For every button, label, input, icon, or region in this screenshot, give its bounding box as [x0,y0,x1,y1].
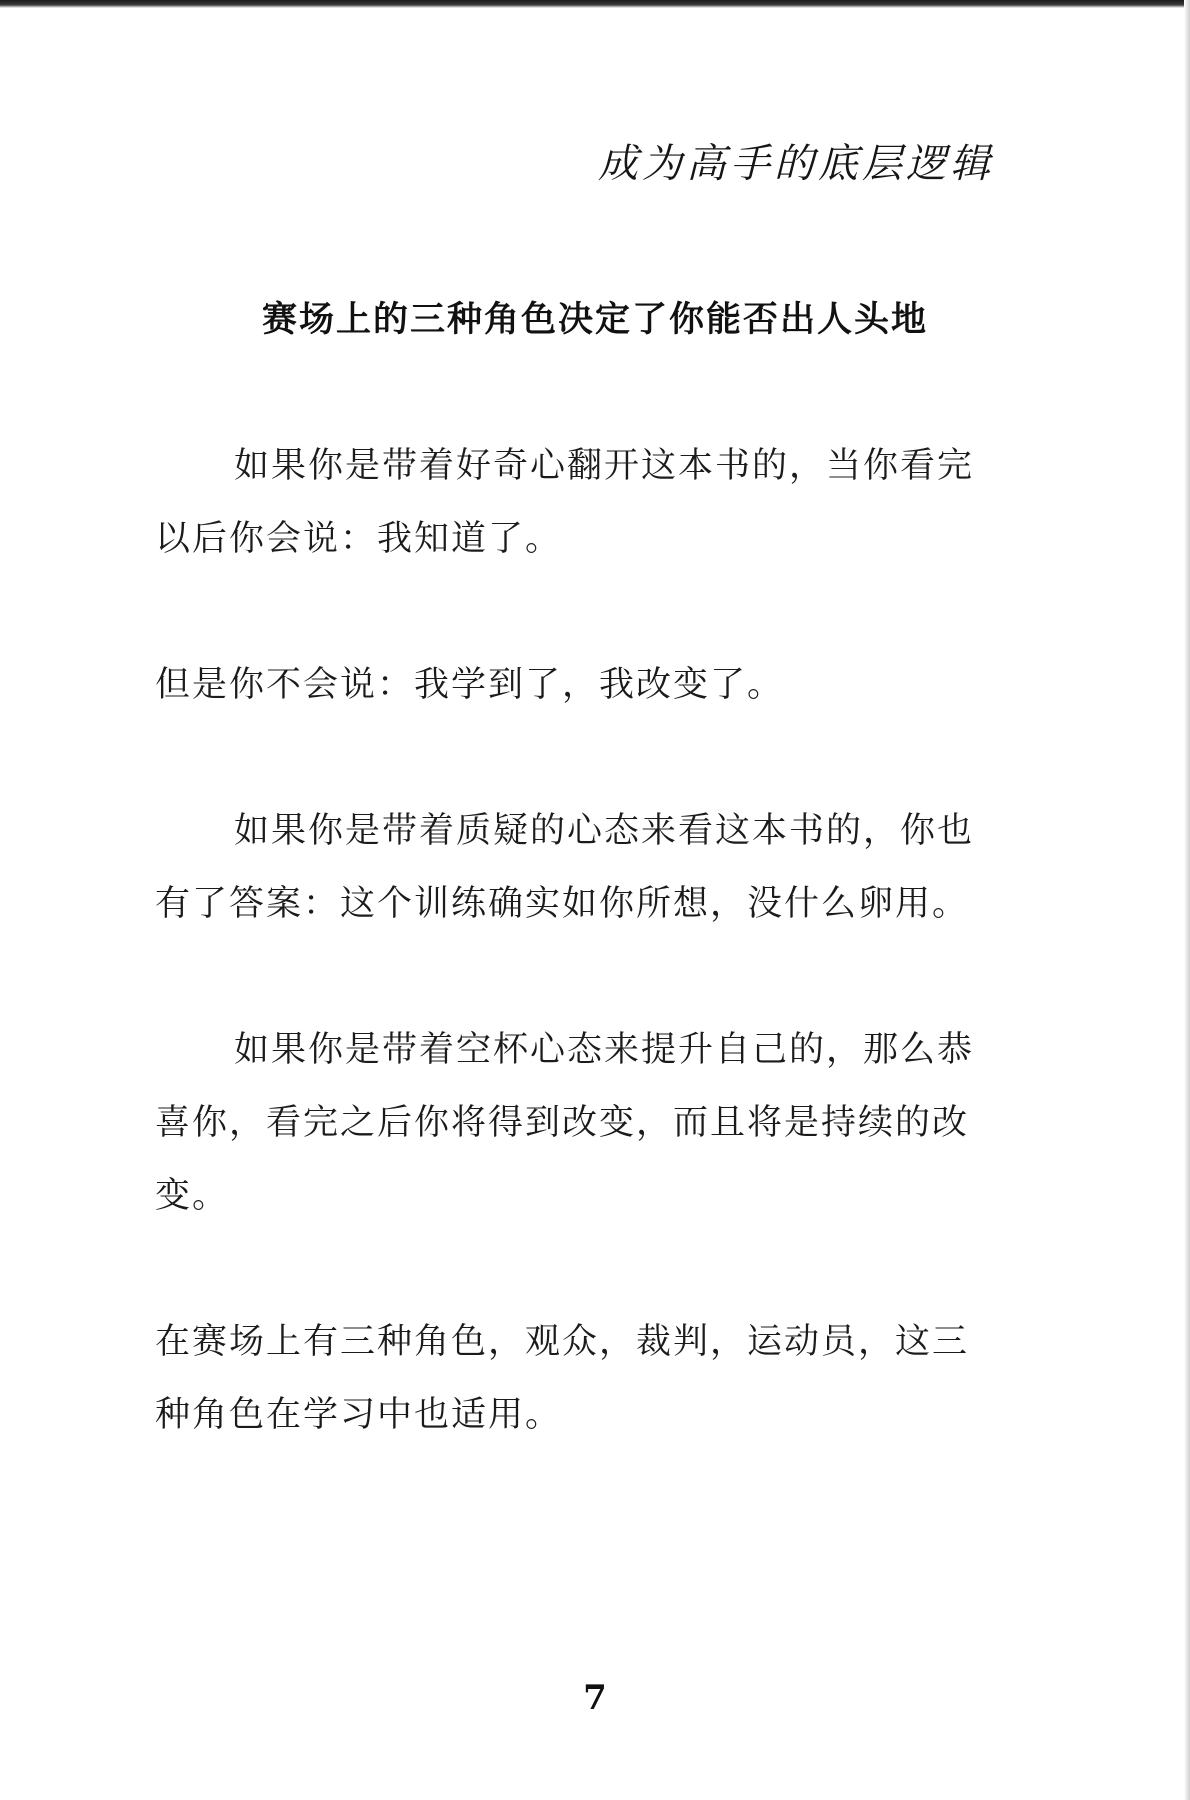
paragraph-1: 如果你是带着好奇心翻开这本书的，当你看完以后你会说：我知道了。 [155,446,975,559]
paragraph-3: 如果你是带着质疑的心态来看这本书的，你也有了答案：这个训练确实如你所想，没什么卵用。 [155,811,975,924]
page-number: 7 [583,1678,607,1718]
body-text [155,430,1005,1525]
paragraph-4: 如果你是带着空杯心态来提升自己的，那么恭喜你，看完之后你将得到改变，而且将是持续的改变。 [155,1030,975,1216]
paragraph-2: 但是你不会说：我学到了，我改变了。 [155,665,785,705]
section-title: 赛场上的三种角色决定了你能否出人头地 [261,300,928,340]
paragraph-5: 在赛场上有三种角色，观众，裁判，运动员，这三种角色在学习中也适用。 [155,1322,970,1435]
page-top-edge-shadow [0,0,1190,8]
running-header-title: 成为高手的底层逻辑 [598,141,994,187]
page-right-edge-shadow [1184,0,1190,1800]
